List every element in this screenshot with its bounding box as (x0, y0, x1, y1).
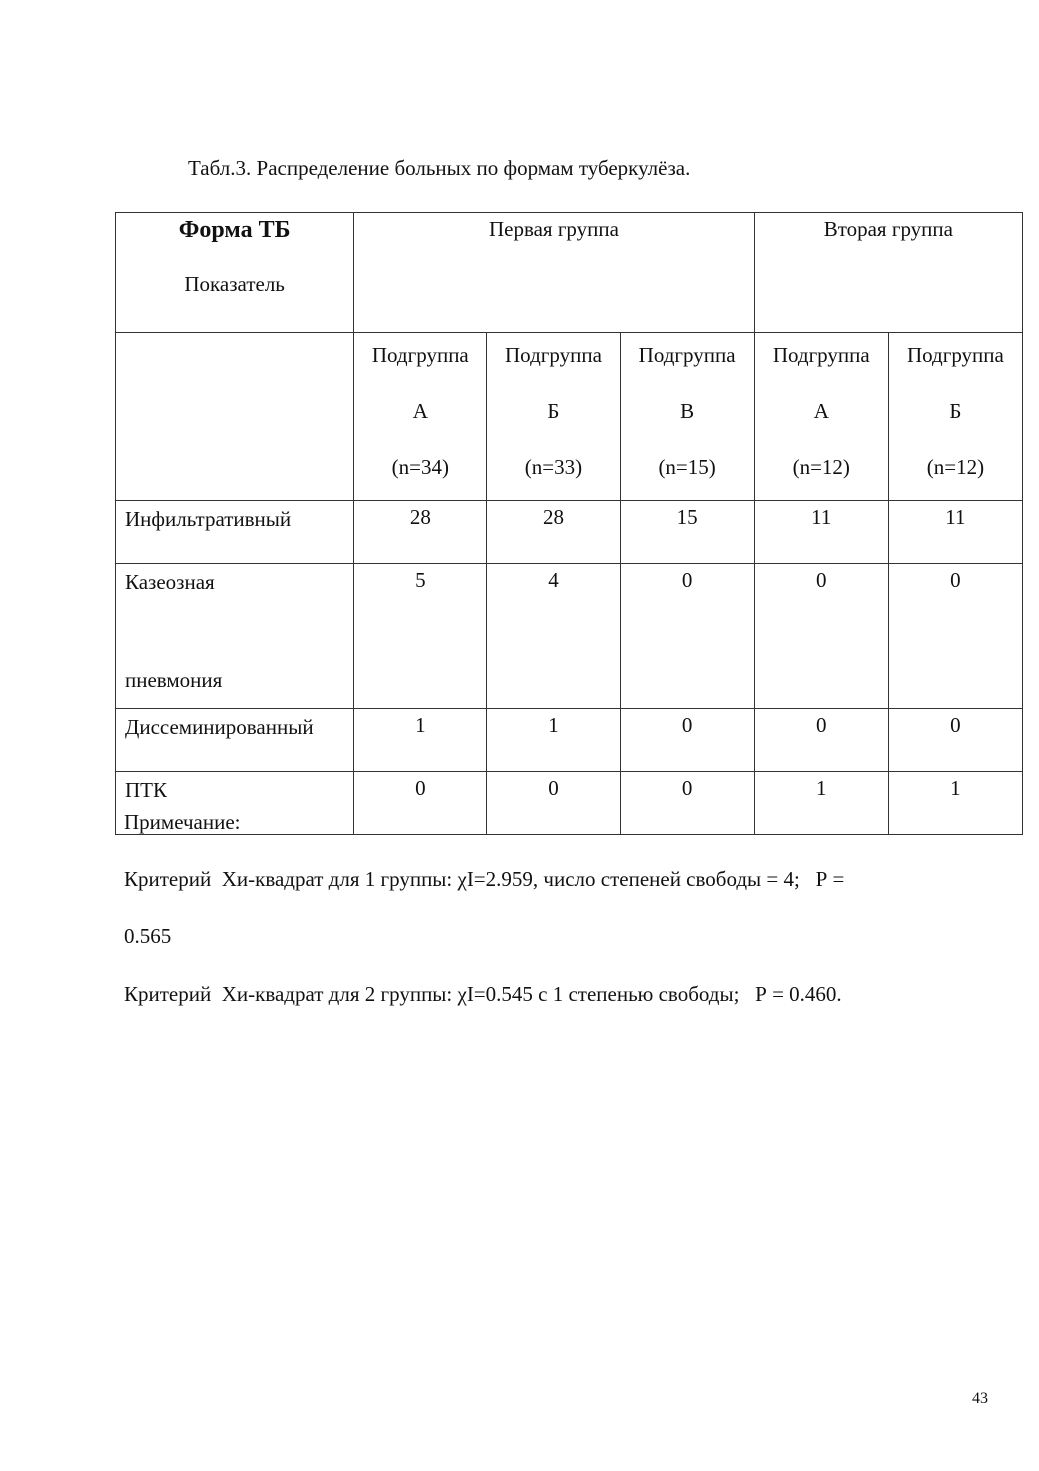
table-cell: 0 (888, 709, 1022, 772)
table-row (116, 564, 1023, 709)
empty-cell (116, 333, 354, 501)
note-line-2: Критерий Хи-квадрат для 2 группы: χI=0.545 с 1 степенью свободы; Р = 0.460. (124, 982, 842, 1006)
page-number: 43 (972, 1390, 988, 1407)
subgroup-header: Подгруппа А (n=12) (754, 333, 888, 501)
note-line-1-cont: 0.565 (124, 924, 172, 948)
group2-header: Вторая группа (754, 213, 1022, 333)
table-cell: 1 (888, 772, 1022, 835)
form-tb-heading: Форма ТБ (178, 217, 291, 243)
table-cell: 0 (487, 772, 620, 835)
subgroup-header: Подгруппа А (n=34) (354, 333, 487, 501)
table-header-row (116, 213, 1023, 333)
table-cell: 11 (754, 501, 888, 564)
table-cell: 1 (754, 772, 888, 835)
subgroup-header: Подгруппа Б (n=12) (888, 333, 1022, 501)
table-cell: 11 (888, 501, 1022, 564)
table-cell: 0 (620, 709, 754, 772)
table-cell: 0 (620, 564, 754, 709)
note-line-1: Критерий Хи-квадрат для 1 группы: χI=2.959, число степеней свободы = 4; Р = (124, 867, 845, 891)
row-label: Инфильтративный (116, 501, 354, 564)
table-cell: 5 (354, 564, 487, 709)
table-caption: Табл.3. Распределение больных по формам туберкулёза. (188, 156, 691, 180)
table-cell: 0 (354, 772, 487, 835)
table-row (116, 772, 1023, 835)
subgroup-header-row (116, 333, 1023, 501)
row-label: Диссеминированный (116, 709, 354, 772)
table-cell: 1 (354, 709, 487, 772)
subgroup-header: Подгруппа Б (n=33) (487, 333, 620, 501)
row-label: ПТК (116, 772, 354, 835)
table-cell: 15 (620, 501, 754, 564)
table-cell: 0 (754, 709, 888, 772)
table-cell: 28 (487, 501, 620, 564)
table-cell: 0 (620, 772, 754, 835)
corner-header-cell (116, 213, 354, 333)
table-cell: 0 (888, 564, 1022, 709)
indicator-heading: Показатель (184, 272, 285, 296)
table-cell: 28 (354, 501, 487, 564)
subgroup-header: Подгруппа В (n=15) (620, 333, 754, 501)
tb-forms-table (115, 212, 1023, 835)
table-cell: 4 (487, 564, 620, 709)
table-cell: 1 (487, 709, 620, 772)
table-cell: 0 (754, 564, 888, 709)
row-label: Казеозная пневмония (116, 564, 354, 709)
group1-header: Первая группа (354, 213, 754, 333)
note-title: Примечание: (124, 810, 241, 834)
